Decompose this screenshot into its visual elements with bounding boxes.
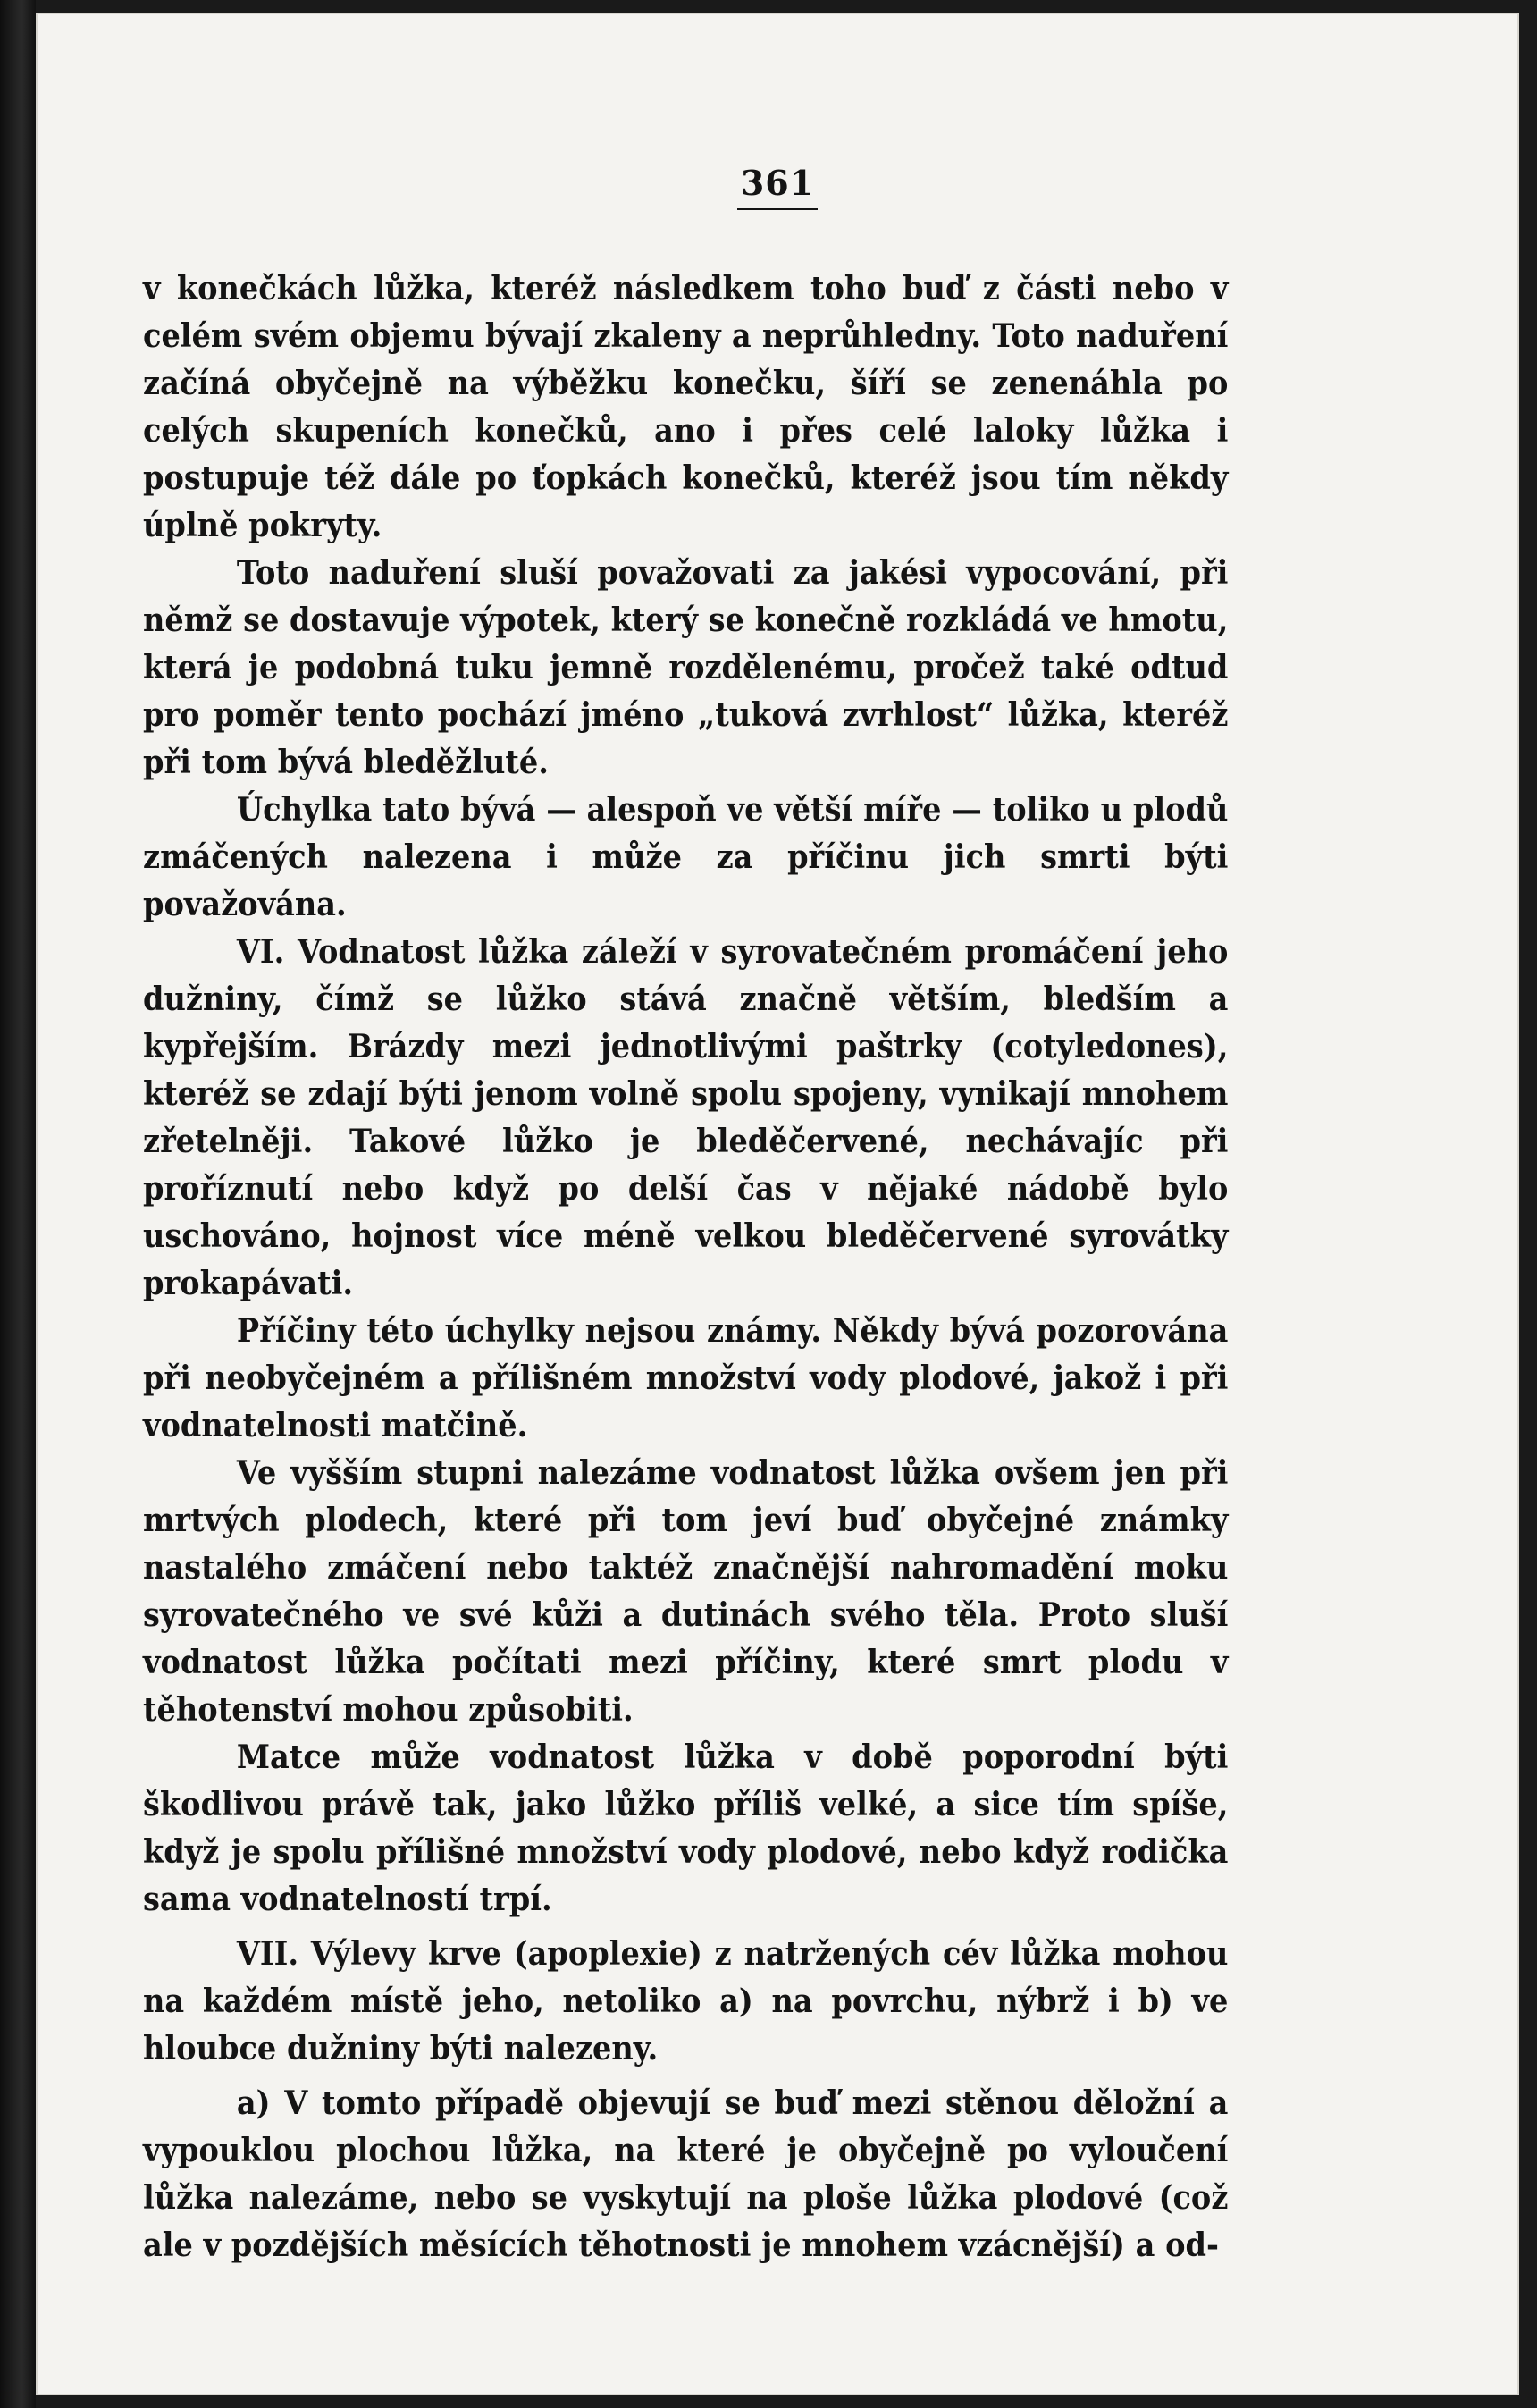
paragraph-7: Matce může vodnatost lůžka v době poporodní býti škodlivou právě tak, jako lůžko příliš velké, a sice tím spíše, když je spolu přílišné množství vody plodové, nebo když rodička sama vodnatelností trpí. — [143, 1738, 1229, 1918]
book-page — [36, 13, 1519, 2395]
page-number: 361 — [36, 163, 1519, 210]
paragraph-1: v konečkách lůžka, kteréž následkem toho buď z části nebo v celém svém objemu bývají zkaleny a neprůhledny. Toto naduření začíná obyčejně na výběžku konečku, šíří se zenenáhla po celých skupeních konečků, ano i přes celé laloky lůžka i postupuje též dále po ťopkách konečků, kteréž jsou tím někdy úplně pokryty. — [143, 269, 1229, 544]
paragraph-3: Úchylka tato bývá — alespoň ve větší míře — toliko u plodů zmáčených nalezena i může za příčinu jich smrti býti považována. — [143, 790, 1229, 923]
page-text — [143, 265, 1228, 2269]
paragraph-6: Ve vyšším stupni nalezáme vodnatost lůžka ovšem jen při mrtvých plodech, které při tom jeví buď obyčejné známky nastalého zmáčení nebo taktéž značnější nahromadění moku syrovatečného ve své kůži a dutinách svého těla. Proto sluší vodnatost lůžka počítati mezi příčiny, které smrt plodu v těhotenství mohou způsobiti. — [143, 1453, 1229, 1729]
paragraph-9: a) V tomto případě objevují se buď mezi stěnou děložní a vypouklou plochou lůžka, na které je obyčejně po vyloučení lůžka nalezáme, nebo se vyskytují na ploše lůžka plodové (což ale v pozdějších měsících těhotnosti je mnohem vzácnější) a od- — [143, 2084, 1229, 2264]
paragraph-4: VI. Vodnatost lůžka záleží v syrovatečném promáčení jeho dužniny, čímž se lůžko stává značně větším, bledším a kypřejším. Brázdy mezi jednotlivými paštrky (cotyledones), kteréž se zdají býti jenom volně spolu spojeny, vynikají mnohem zřetelněji. Takové lůžko je bleděčervené, nechávajíc při proříznutí nebo když po delší čas v nějaké nádobě bylo uschováno, hojnost více méně velkou bleděčervené syrovátky prokapávati. — [143, 932, 1229, 1302]
paragraph-2: Toto naduření sluší považovati za jakési vypocování, při němž se dostavuje výpotek, který se konečně rozkládá ve hmotu, která je podobná tuku jemně rozdělenému, pročež také odtud pro poměr tento pochází jméno „tuková zvrhlost“ lůžka, kteréž při tom bývá bleděžluté. — [143, 553, 1229, 781]
scan-left-edge — [0, 0, 36, 2408]
paragraph-8: VII. Výlevy krve (apoplexie) z natržených cév lůžka mohou na každém místě jeho, netoliko a) na povrchu, nýbrž i b) ve hloubce dužniny býti nalezeny. — [143, 1934, 1229, 2067]
paragraph-5: Příčiny této úchylky nejsou známy. Někdy bývá pozorována při neobyčejném a přílišném množství vody plodové, jakož i při vodnatelnosti matčině. — [143, 1311, 1229, 1444]
